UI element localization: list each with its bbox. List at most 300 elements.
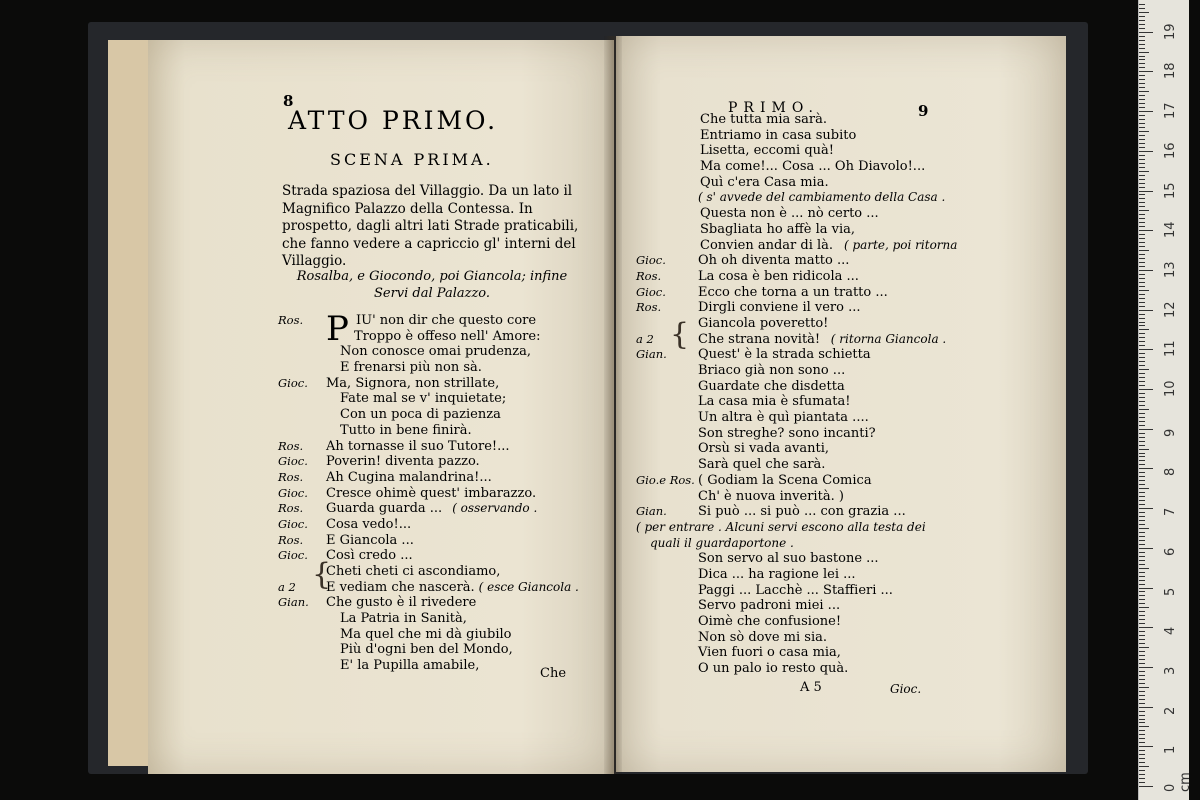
ruler-tick (1139, 4, 1145, 5)
ruler-label: 11 (1163, 340, 1178, 358)
verse-text: Che strana novità! (698, 331, 821, 347)
verse-text: Un altra è quì piantata .... (698, 410, 869, 426)
ruler-tick (1139, 409, 1149, 410)
ruler-tick (1139, 413, 1145, 414)
ruler-tick (1139, 671, 1145, 672)
ruler-label: 15 (1163, 181, 1178, 199)
ruler-tick (1139, 8, 1145, 9)
ruler-tick (1139, 679, 1145, 680)
ruler-tick (1139, 703, 1145, 704)
ruler-tick (1139, 16, 1145, 17)
ruler-tick (1139, 95, 1145, 96)
ruler-tick (1139, 12, 1149, 13)
ruler-tick (1139, 365, 1145, 366)
ruler-tick (1139, 516, 1145, 517)
verse-text: E Giancola ... (326, 532, 414, 548)
ruler-tick (1139, 290, 1149, 291)
ruler-tick (1139, 175, 1145, 176)
verse-text: E frenarsi più non sà. (340, 360, 482, 376)
ruler-tick (1139, 675, 1145, 676)
dialogue-line (278, 548, 598, 564)
dialogue-line (278, 454, 598, 470)
ruler-tick (1139, 572, 1145, 573)
speaker-label: Ros. (278, 532, 304, 547)
ruler-tick (1139, 349, 1153, 350)
stage-direction: ( s' avvede del cambiamento della Casa . (698, 190, 946, 205)
verse-text: Son streghe? sono incanti? (698, 425, 876, 441)
ruler-tick (1139, 711, 1145, 712)
ruler-tick (1139, 238, 1145, 239)
ruler-tick (1139, 687, 1149, 688)
ruler-tick (1139, 544, 1145, 545)
ruler-tick (1139, 345, 1145, 346)
ruler-tick (1139, 302, 1145, 303)
ruler-tick (1139, 24, 1145, 25)
act-title: ATTO PRIMO. (288, 106, 499, 135)
dialogue-line (636, 269, 956, 285)
ruler-tick (1139, 492, 1145, 493)
dialogue-line (636, 426, 956, 442)
ruler-tick (1139, 59, 1145, 60)
ruler-label: 19 (1163, 23, 1178, 40)
ruler-tick (1139, 139, 1145, 140)
dialogue-line (636, 567, 956, 583)
ruler-tick (1139, 631, 1145, 632)
speaker-label: Ros. (278, 313, 304, 327)
speaker-label: Gian. (636, 347, 667, 362)
ruler-tick (1139, 294, 1145, 295)
dialogue-line (636, 128, 956, 144)
ruler-tick (1139, 647, 1149, 648)
verse-text: Più d'ogni ben del Mondo, (340, 642, 513, 658)
ruler-tick (1139, 40, 1145, 41)
ruler-tick (1139, 584, 1145, 585)
ruler-label: 5 (1163, 587, 1178, 596)
speaker-label: a 2 (636, 331, 654, 346)
ruler-tick (1139, 242, 1145, 243)
ruler-tick (1139, 111, 1153, 112)
ruler-tick (1139, 456, 1145, 457)
ruler-tick (1139, 87, 1145, 88)
verse-text: Non sò dove mi sia. (698, 629, 827, 645)
dialogue-line (278, 329, 598, 345)
verse-text: Quì c'era Casa mia. (700, 174, 829, 190)
ruler-tick (1139, 353, 1145, 354)
ruler-tick (1139, 234, 1145, 235)
ruler-tick (1139, 433, 1145, 434)
ruler-tick (1139, 734, 1145, 735)
ruler-tick (1139, 441, 1145, 442)
ruler-tick (1139, 437, 1145, 438)
dialogue-line (278, 533, 598, 549)
verse-text: Troppo è offeso nell' Amore: (354, 328, 541, 344)
ruler-tick (1139, 198, 1145, 199)
ruler-label: 2 (1163, 706, 1178, 715)
stage-direction: ( per entrare . Alcuni servi escono alla testa dei (636, 519, 926, 534)
ruler-tick (1139, 460, 1145, 461)
ruler-tick (1139, 754, 1145, 755)
ruler-label: 4 (1163, 626, 1178, 636)
speaker-label: Ros. (636, 268, 662, 283)
ruler-tick (1139, 123, 1145, 124)
ruler-tick (1139, 615, 1145, 616)
verse-text: Quest' è la strada schietta (698, 347, 871, 363)
ruler-tick (1139, 464, 1145, 465)
ruler-tick (1139, 218, 1145, 219)
verse-text: ( Godiam la Scena Comica (698, 472, 872, 488)
ruler-tick (1139, 377, 1145, 378)
ruler-tick (1139, 548, 1153, 549)
ruler-tick (1139, 520, 1145, 521)
ruler-label: 9 (1163, 428, 1178, 437)
ruler-tick (1139, 627, 1153, 628)
ruler-tick (1139, 191, 1153, 192)
ruler-tick (1139, 282, 1145, 283)
ruler-tick (1139, 179, 1145, 180)
ruler-tick (1139, 401, 1145, 402)
ruler-tick (1139, 568, 1149, 569)
ruler-label: 13 (1163, 261, 1178, 278)
verse-text: La cosa è ben ridicola ... (698, 268, 859, 284)
ruler-tick (1139, 778, 1145, 779)
ruler-tick (1139, 580, 1145, 581)
dialogue-line (636, 222, 956, 238)
verse-text: Guardate che disdetta (698, 378, 845, 394)
right-dialogue (636, 112, 956, 677)
ruler-tick (1139, 274, 1145, 275)
speaker-label: Gioc. (636, 253, 666, 268)
verse-text: Paggi ... Lacchè ... Staffieri ... (698, 582, 893, 598)
ruler-tick (1139, 369, 1149, 370)
dialogue-line (278, 391, 598, 407)
ruler-tick (1139, 52, 1149, 53)
dialogue-line (278, 360, 598, 376)
verse-text: Poverin! diventa pazzo. (326, 454, 480, 470)
dialogue-line (636, 457, 956, 473)
dialogue-line (278, 595, 598, 611)
ruler-tick (1139, 429, 1153, 430)
dialogue-line (636, 206, 956, 222)
dialogue-line (278, 376, 598, 392)
ruler-tick (1139, 742, 1145, 743)
ruler-tick (1139, 28, 1145, 29)
ruler-tick (1139, 695, 1145, 696)
ruler-tick (1139, 210, 1149, 211)
speaker-label: Ros. (278, 438, 304, 453)
ruler-tick (1139, 540, 1145, 541)
verse-text: Servo padroni miei ... (698, 598, 841, 614)
ruler-tick (1139, 655, 1145, 656)
dialogue-line (278, 313, 598, 329)
dialogue-line (636, 551, 956, 567)
ruler-tick (1139, 738, 1145, 739)
dialogue-line (636, 661, 956, 677)
verse-text: Briaco già non sono ... (698, 363, 846, 378)
ruler-tick (1139, 333, 1145, 334)
speaker-label: Ros. (278, 469, 304, 484)
ruler-tick (1139, 639, 1145, 640)
ruler-tick (1139, 750, 1145, 751)
verse-text: Cheti cheti ci ascondiamo, (326, 564, 501, 579)
ruler-tick (1139, 83, 1145, 84)
dramatis-personae: Rosalba, e Giocondo, poi Giancola; infine Servi dal Palazzo. (296, 269, 568, 301)
ruler-tick (1139, 63, 1145, 64)
ruler-tick (1139, 556, 1145, 557)
verse-text: O un palo io resto quà. (698, 661, 849, 677)
left-dialogue (278, 309, 598, 674)
ruler-tick (1139, 619, 1145, 620)
verse-text: E vediam che nascerà. (326, 579, 475, 595)
dialogue-line (636, 489, 956, 505)
ruler-tick (1139, 445, 1145, 446)
ruler-tick (1139, 417, 1145, 418)
ruler-tick (1139, 715, 1145, 716)
drop-cap: P (326, 309, 349, 349)
verse-text: Con un poca di pazienza (340, 407, 501, 423)
ruler-tick (1139, 758, 1145, 759)
ruler-tick (1139, 472, 1145, 473)
dialogue-line (636, 253, 956, 269)
signature-mark: A 5 (800, 680, 822, 695)
dialogue-line (278, 642, 598, 658)
ruler-tick (1139, 310, 1153, 311)
ruler-tick (1139, 99, 1145, 100)
ruler-tick (1139, 270, 1153, 271)
verse-text: Dirgli conviene il vero ... (698, 300, 861, 316)
dialogue-line (636, 520, 956, 536)
speaker-label: Gioc. (278, 485, 308, 500)
ruler-tick (1139, 595, 1145, 596)
verse-text: Che gusto è il rivedere (326, 595, 477, 611)
dialogue-line (636, 441, 956, 457)
ruler-tick (1139, 79, 1145, 80)
ruler-tick (1139, 373, 1145, 374)
ruler-tick (1139, 591, 1145, 592)
ruler-label: 6 (1163, 547, 1178, 556)
ruler-tick (1139, 32, 1153, 33)
ruler-tick (1139, 599, 1145, 600)
ruler-tick (1139, 683, 1145, 684)
ruler-label: 14 (1163, 221, 1178, 239)
dialogue-line (636, 332, 956, 348)
verse-text: Son servo al suo bastone ... (698, 551, 879, 567)
verse-text: Ma, Signora, non strillate, (326, 375, 500, 391)
verse-text: Che tutta mia sarà. (700, 112, 827, 127)
ruler-label: 8 (1163, 468, 1178, 477)
dialogue-line (278, 627, 598, 643)
ruler-tick (1139, 643, 1145, 644)
ruler-tick (1139, 397, 1145, 398)
scene-title: SCENA PRIMA. (330, 150, 494, 169)
verse-text: Fate mal se v' inquietate; (340, 391, 507, 407)
ruler-tick (1139, 187, 1145, 188)
verse-text: Così credo ... (326, 548, 413, 564)
verse-text: La casa mia è sfumata! (698, 394, 851, 410)
ruler-tick (1139, 131, 1149, 132)
ruler-tick (1139, 560, 1145, 561)
brace-left: { (312, 557, 332, 592)
ruler-tick (1139, 484, 1145, 485)
ruler-tick (1139, 56, 1145, 57)
dialogue-line (636, 614, 956, 630)
ruler-tick (1139, 536, 1145, 537)
stage-direction: ( esce Giancola . (478, 579, 579, 594)
ruler-tick (1139, 576, 1145, 577)
verse-text: Orsù si vada avanti, (698, 441, 830, 457)
ruler-tick (1139, 246, 1145, 247)
ruler-tick (1139, 361, 1145, 362)
verse-text: Ah Cugina malandrina!... (326, 469, 492, 485)
ruler-tick (1139, 500, 1145, 501)
book-gutter (604, 36, 622, 774)
ruler-tick (1139, 449, 1149, 450)
ruler-tick (1139, 385, 1145, 386)
dialogue-line (278, 344, 598, 360)
ruler-tick (1139, 667, 1153, 668)
verse-text: Non conosce omai prudenza, (340, 344, 532, 360)
ruler-tick (1139, 425, 1145, 426)
verse-text: Questa non è ... nò certo ... (700, 206, 879, 222)
dialogue-line (636, 473, 956, 489)
ruler-tick (1139, 453, 1145, 454)
ruler-tick (1139, 254, 1145, 255)
verse-text: Ma quel che mi dà giubilo (340, 626, 512, 642)
ruler-tick (1139, 230, 1153, 231)
ruler-tick (1139, 36, 1145, 37)
speaker-label: Gioc. (278, 454, 308, 469)
running-head: PRIMO. (728, 100, 819, 116)
ruler-tick (1139, 774, 1145, 775)
ruler-tick (1139, 306, 1145, 307)
measuring-ruler (1138, 0, 1193, 800)
verse-text: Ah tornasse il suo Tutore!... (326, 438, 510, 454)
ruler-tick (1139, 44, 1145, 45)
ruler-tick (1139, 770, 1145, 771)
ruler-tick (1139, 103, 1145, 104)
ruler-tick (1139, 393, 1145, 394)
ruler-tick (1139, 250, 1149, 251)
dialogue-line (636, 504, 956, 520)
verse-text: Ecco che torna a un tratto ... (698, 284, 888, 300)
ruler-label: 12 (1163, 301, 1178, 318)
ruler-tick (1139, 588, 1153, 589)
ruler-tick (1139, 468, 1153, 469)
verse-text: Ma come!... Cosa ... Oh Diavolo!... (700, 159, 926, 175)
ruler-label: 10 (1163, 380, 1178, 397)
speaker-label: Ros. (636, 300, 662, 315)
ruler-tick (1139, 171, 1149, 172)
dialogue-line (278, 517, 598, 533)
dialogue-line (278, 439, 598, 455)
ruler-tick (1139, 278, 1145, 279)
ruler-tick (1139, 488, 1149, 489)
ruler-tick (1139, 381, 1145, 382)
ruler-tick (1139, 508, 1153, 509)
ruler-tick (1139, 258, 1145, 259)
ruler-tick (1139, 135, 1145, 136)
ruler-tick (1139, 389, 1153, 390)
ruler-tick (1139, 143, 1145, 144)
ruler-tick (1139, 119, 1145, 120)
ruler-tick (1139, 528, 1149, 529)
speaker-label: a 2 (278, 579, 296, 594)
ruler-tick (1139, 607, 1149, 608)
dialogue-line (636, 630, 956, 646)
ruler-tick (1139, 405, 1145, 406)
verse-text: Oh oh diventa matto ... (698, 253, 850, 269)
dialogue-line (636, 363, 956, 379)
ruler-tick (1139, 325, 1145, 326)
dialogue-line (636, 347, 956, 363)
dialogue-line (278, 611, 598, 627)
verse-text: Cosa vedo!... (326, 516, 412, 532)
ruler-tick (1139, 496, 1145, 497)
ruler-label: 0 cm (1163, 772, 1193, 792)
dialogue-line (636, 175, 956, 191)
verse-text: Convien andar di là. (700, 237, 834, 253)
verse-text: Dica ... ha ragione lei ... (698, 566, 856, 582)
ruler-tick (1139, 91, 1149, 92)
ruler-tick (1139, 564, 1145, 565)
ruler-tick (1139, 48, 1145, 49)
ruler-tick (1139, 214, 1145, 215)
ruler-tick (1139, 476, 1145, 477)
ruler-tick (1139, 151, 1153, 152)
ruler-tick (1139, 659, 1145, 660)
ruler-tick (1139, 298, 1145, 299)
verse-text: Oimè che confusione! (698, 614, 842, 629)
ruler-tick (1139, 552, 1145, 553)
dialogue-line (636, 583, 956, 599)
ruler-tick (1139, 163, 1145, 164)
ruler-tick (1139, 766, 1149, 767)
ruler-tick (1139, 266, 1145, 267)
dialogue-line (636, 300, 956, 316)
ruler-tick (1139, 480, 1145, 481)
ruler-tick (1139, 314, 1145, 315)
ruler-tick (1139, 663, 1145, 664)
verse-text: La Patria in Sanità, (340, 611, 467, 627)
ruler-label: 7 (1163, 507, 1178, 517)
ruler-tick (1139, 611, 1145, 612)
ruler-tick (1139, 782, 1145, 783)
ruler-tick (1139, 691, 1145, 692)
ruler-tick (1139, 726, 1149, 727)
ruler-tick (1139, 147, 1145, 148)
ruler-label: 18 (1163, 62, 1178, 80)
dialogue-line (278, 423, 598, 439)
ruler-tick (1139, 322, 1145, 323)
ruler-tick (1139, 127, 1145, 128)
dialogue-line (636, 316, 956, 332)
ruler-tick (1139, 337, 1145, 338)
catchword-right: Gioc. (890, 682, 922, 696)
ruler-tick (1139, 532, 1145, 533)
dialogue-line (636, 645, 956, 661)
verse-text: Si può ... si può ... con grazia ... (698, 504, 906, 520)
verse-text: Vien fuori o casa mia, (698, 645, 841, 661)
dialogue-line (636, 238, 956, 254)
ruler-tick (1139, 623, 1145, 624)
dialogue-line (636, 598, 956, 614)
stage-direction: quali il guardaportone . (650, 535, 794, 550)
dialogue-line (636, 190, 956, 206)
dialogue-line (278, 407, 598, 423)
ruler-tick (1139, 786, 1153, 787)
dialogue-line (636, 112, 956, 128)
ruler-tick (1139, 512, 1145, 513)
verse-text: Sbagliata ho affè la via, (700, 221, 856, 237)
